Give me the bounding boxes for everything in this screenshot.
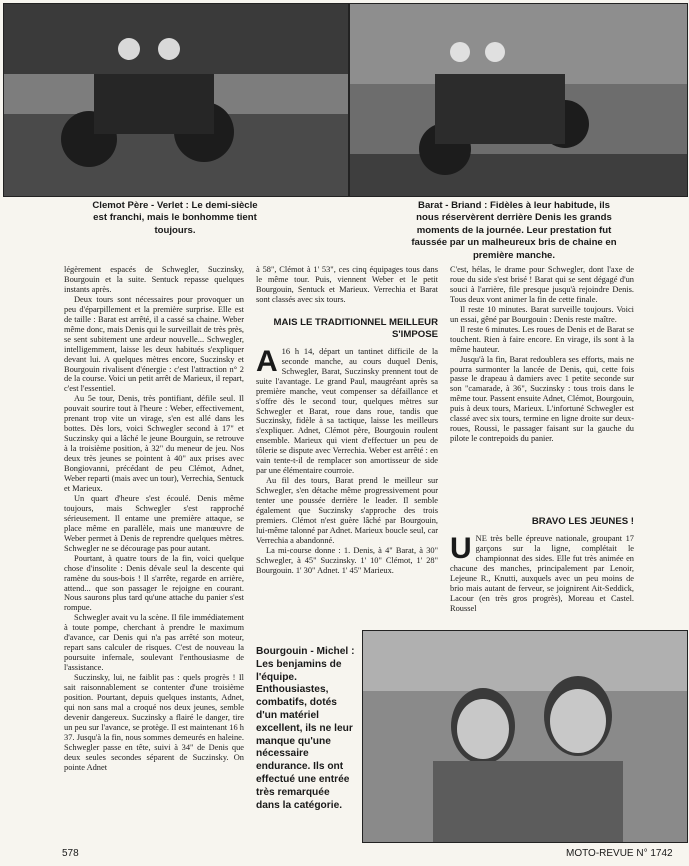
paragraph: C'est, hélas, le drame pour Schwegler, dont l'axe de roue du side s'est brisé ! Barat qui se sent dégagé d'un souci à l'arrière, file presque jusqu'à rejoindre Denis. Tous deux vont animer la fin de cette finale. (450, 265, 634, 304)
caption-right: Barat - Briand : Fidèles à leur habitude, ils nous réservèrent derrière Denis les grands moments de la journée. Leur prestation fut faussée par un malheureux bris de chaine en première manche. (411, 200, 617, 261)
column-1 (64, 265, 244, 773)
paragraph: Jusqu'à la fin, Barat redoublera ses efforts, mais ne pourra surmonter la lancée de Denis, qui, cette fois passe le drapeau à damiers avec 1 petite seconde sur son "camarade, à 36", Suczinsky : tous trois dans le même tour. Passent ensuite Adnet, Clémot, Bourgouin, puis à deux tours, Marieux. L'infortuné Schwegler est classé avec six tours, termine en ligne droite sur deux-roues, Roussi, le passager faisant sur la gauche du pilote le contrepoids du panier. (450, 354, 634, 444)
photo-barat-briand (349, 3, 688, 197)
paragraph: Au 5e tour, Denis, très pontifiant, défile seul. Il pouvait sourire tout à l'heure : Weber, effectivement, prenant trop vite un virage, s'en est allé dans les bottes. Dès lors, voici Schwegler second à 17" et Suczinsky qui a lâché le jeune Bourguin, se retrouve à la troisième position, à 32" du meneur de jeu. Nos deux très jeunes se pointent à 40" aux prises avec Bongiovanni, précédant de peu Clémot, Adnet, Weber reparti (mais avec un tour), Verrechia, Sentuck et Marieux. (64, 394, 244, 493)
paragraph: légèrement espacés de Schwegler, Suczinsky, Bourgouin et la suite. Sentuck repasse quelques instants après. (64, 265, 244, 294)
paragraph: Il reste 6 minutes. Les roues de Denis et de Barat se touchent. Rien à faire encore. En virage, ils sont à la même hauteur. (450, 324, 634, 354)
caption-left: Clemot Père - Verlet : Le demi-siècle est franchi, mais le bonhomme tient toujours. (92, 200, 258, 236)
paragraph: Pourtant, à quatre tours de la fin, voici quelque chose d'insolite : Denis dévale seul la descente qui ramène du sous-bois ! Il s'arrête, regarde en arrière, attend... que son passager le rejoigne en courant. Nous saurons plus tard qu'une attache du panier s'est rompue. (64, 553, 244, 613)
paragraph: Deux tours sont nécessaires pour provoquer un peu d'éparpillement et la première surprise. Elle est de taille : Barat est arrêté, il a cassé sa chaine. Weber même donc, mais Denis qui le surveillait de très près, se sent subitement une ardeur nouvelle... Schwegler, intelligemment, laisse les deux habitués s'expliquer devant lui. A quelques mètres encore, Suczinsky et Bourgouin rivalisent d'énergie : c'est l'attraction n° 2 de la course. Voici un petit arrêt de Marieux, il repart, c'est l'essentiel. (64, 294, 244, 394)
paragraph: La mi-course donne : 1. Denis, à 4" Barat, à 30" Schwegler, à 45" Suczinsky. 1' 10" Clémot, 1' 28" Bourgouin. 1' 30" Adnet. 1' 45" Marieux. (256, 545, 438, 575)
caption-bottom: Bourgouin - Michel : Les benjamins de l'équipe. Enthousiastes, combatifs, dotés d'un matériel excellent, ils ne leur manque qu'une nécessaire endurance. Ils ont effectué une entrée très remarquée dans la catégorie. (256, 646, 355, 811)
paragraph: UNE très belle épreuve nationale, groupant 17 garçons sur la ligne, complétait le championnat des sides. Elle fut très animée en chacune des manches, principalement par Lenoir, Lejeune R., Knutti, auxquels avec un peu moins de brio mais autant de ferveur, se joignirent Ait-Seddick, Lacour (en très gros progrès), Moreau et Castel. Roussel (450, 532, 634, 613)
paragraph: à 58", Clémot à 1' 53", ces cinq équipages tous dans le même tour. Puis, viennent Weber et le petit Bourgouin, Sentuck et Marieux. Verrechia et Barat sont classés avec six tours. (256, 265, 438, 304)
photo-clemot-verlet (3, 3, 349, 197)
column-2 (256, 265, 438, 576)
column-3 (450, 265, 634, 444)
drop-cap: U (450, 532, 472, 565)
column-3-bottom (450, 516, 634, 614)
paragraph: Suczinsky, lui, ne faiblit pas : quels progrès ! Il sait raisonnablement se contenter d'une troisième position. Pourtant, depuis quelques instants, Adnet, qui non sans mal a croqué nos deux jeunes, semble devenir dangereux. Suczinsky a flairé le danger, tire un peu sur l'avance, se protège. Il est maintenant 16 h 37. Jusqu'à la fin, nous sommes demeurés en haleine. Schwegler passe en tête, suivi à 34" de Denis que deux seules secondes séparent de Suczinsky. On pointe Adnet (64, 673, 244, 772)
drop-cap: A (256, 344, 278, 378)
magazine-issue: MOTO-REVUE N° 1742 (566, 848, 673, 859)
page-number: 578 (62, 848, 79, 859)
paragraph: Au fil des tours, Barat prend le meilleur sur Schwegler, s'en détache même progressivement pour tenter une poussée derrière le leader. Il semble également que Suczinsky s'approche des trois premiers. Clémot n'est guère lâché par Bourgouin, lui-même talonné par Adnet. Marieux boucle seul, car Verrechia a abandonné. (256, 476, 438, 545)
paragraph: Un quart d'heure s'est écoulé. Denis même toujours, mais Schwegler s'est rapproché sérieusement. Il entame une première attaque, se place même en parallèle, mais une manœuvre de Weber permet à Denis de reprendre quelques mètres. Schwegler ne se décourage pas pour autant. (64, 493, 244, 553)
photo-bourgouin-michel (362, 630, 688, 843)
paragraph: Il reste 10 minutes. Barat surveille toujours. Voici un essai, gêné par Bourgouin : Denis reste maître. (450, 304, 634, 324)
paragraph: A 16 h 14, départ un tantinet difficile de la seconde manche, au cours duquel Denis, Schwegler, Barat, Suczinsky prennent tout de suite l'avantage. Le grand Paul, maugréant après sa première manche, veut compenser sa défaillance et s'offre dès le second tour, quelques mètres sur Schwegler et Barat, roue dans roue, tandis que Suczinsky, fidèle à sa tactique, laisse les meilleurs s'expliquer. Adnet, Clémot père, Bourgouin roulent ensemble. Marieux qui vient d'effectuer un peu de tôlerie se dispute avec Verrechia. Weber est arrêté : en vain tente-t-il de remplacer son amortisseur de side par une élémentaire courroie. (256, 344, 438, 476)
section-heading-1: MAIS LE TRADITIONNEL MEILLEUR S'IMPOSE (273, 316, 438, 340)
paragraph: Schwegler avait vu la scène. Il file immédiatement à toute pompe, cherchant à prendre le maximum d'avance, car Denis qui n'a pas arrêté son moteur, repart sans calculer de risques. C'est de nouveau la poursuite infernale, soulevant l'enthousiasme de l'assistance. (64, 613, 244, 673)
section-heading-2: BRAVO LES JEUNES ! (531, 516, 634, 527)
